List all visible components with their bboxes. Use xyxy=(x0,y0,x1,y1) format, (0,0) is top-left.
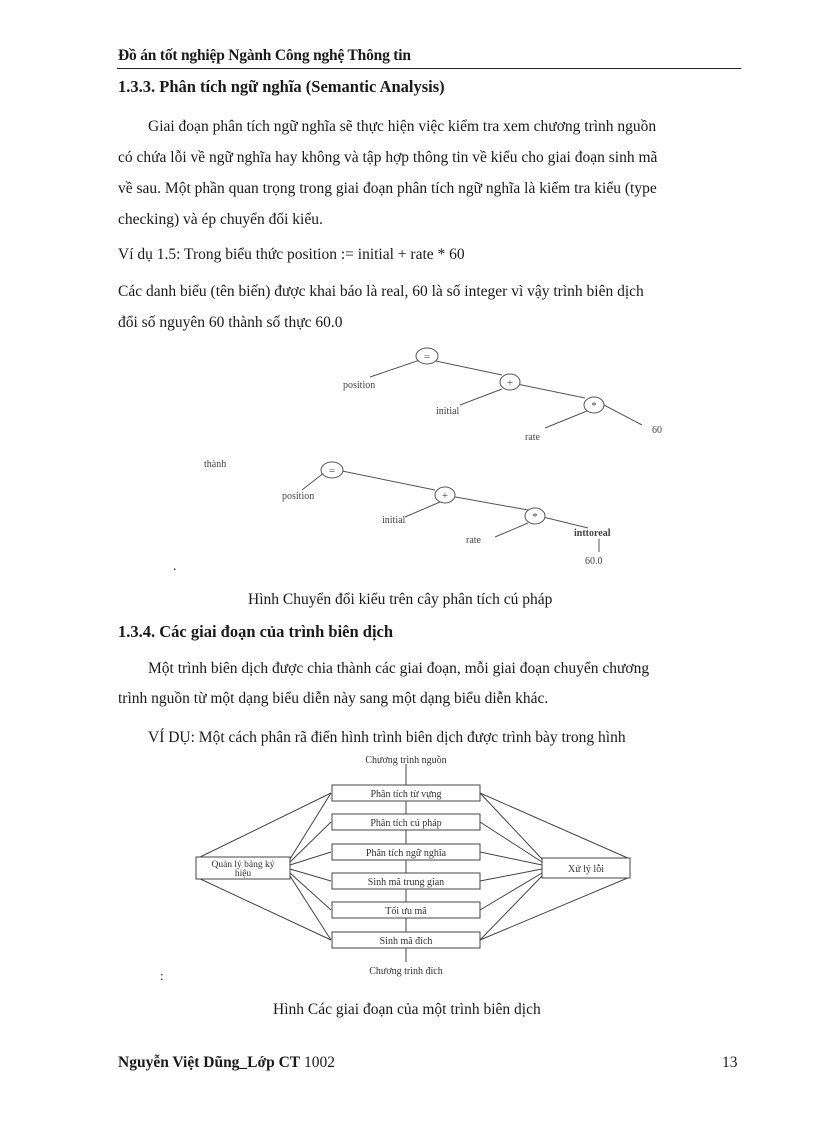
stage-label: Phân tích cú pháp xyxy=(370,818,442,829)
header-rule xyxy=(117,68,741,69)
paragraph-line: về sau. Một phần quan trọng trong giai đoạn phân tích ngữ nghĩa là kiểm tra kiểu (type xyxy=(118,180,657,197)
tree-node-label: + xyxy=(506,377,514,389)
paragraph-line: đổi số nguyên 60 thành số thực 60.0 xyxy=(118,314,343,331)
paragraph-line: Các danh biểu (tên biến) được khai báo là real, 60 là số integer vì vậy trình biên dịch xyxy=(118,283,644,300)
error-handler-label: Xử lý lỗi xyxy=(568,864,604,875)
tree-node-label: = xyxy=(423,351,431,363)
section-heading-semantic-analysis: 1.3.3. Phân tích ngữ nghĩa (Semantic Analysis) xyxy=(118,77,445,96)
example-text: VÍ DỤ: Một cách phân rã điển hình trình biên dịch được trình bày trong hình xyxy=(148,729,626,746)
tree-node-label: + xyxy=(441,490,449,502)
section-heading-compiler-phases: 1.3.4. Các giai đoạn của trình biên dịch xyxy=(118,622,394,641)
pipeline-source: Chương trình nguồn xyxy=(365,755,447,766)
tree-node-label: * xyxy=(591,400,597,412)
stray-colon: : xyxy=(160,968,164,983)
tree-leaf-rate: rate xyxy=(466,535,481,546)
figure-caption-type-conversion: Hình Chuyển đổi kiểu trên cây phân tích cú pháp xyxy=(248,591,553,608)
stage-label: Sinh mã đích xyxy=(379,936,433,947)
tree-leaf-initial: initial xyxy=(382,515,406,526)
symbol-table-label: Quản lý bảng ký xyxy=(211,860,275,870)
tree-node-label: * xyxy=(532,511,538,523)
stage-label: Phân tích ngữ nghĩa xyxy=(365,848,447,859)
stage-label: Tối ưu mã xyxy=(385,906,427,917)
tree-leaf-rate: rate xyxy=(525,432,540,443)
tree-leaf-position: position xyxy=(343,380,376,391)
stage-label: Phân tích từ vựng xyxy=(370,789,442,800)
paragraph-line: Giai đoạn phân tích ngữ nghĩa sẽ thực hiện việc kiểm tra xem chương trình nguồn xyxy=(148,118,657,135)
tree-leaf-sixty: 60 xyxy=(652,425,662,436)
syntax-tree-after xyxy=(302,462,599,552)
paragraph-line: có chứa lỗi về ngữ nghĩa hay không và tập hợp thông tin về kiểu cho giai đoạn sinh mã xyxy=(118,149,658,166)
label-thanh: thành xyxy=(204,459,227,470)
page-header: Đồ án tốt nghiệp Ngành Công nghệ Thông tin xyxy=(118,47,411,64)
tree-leaf-value: 60.0 xyxy=(585,556,603,567)
compiler-phases-diagram xyxy=(160,752,650,983)
tree-node-inttoreal: inttoreal xyxy=(574,528,611,539)
footer-author: Nguyễn Việt Dũng_Lớp CT xyxy=(118,1054,301,1071)
tree-leaf-initial: initial xyxy=(436,406,460,417)
symbol-table-label: hiệu xyxy=(234,869,252,879)
page-footer xyxy=(118,1054,335,1072)
example-text: Ví dụ 1.5: Trong biểu thức position := initial + rate * 60 xyxy=(118,246,465,263)
tree-leaf-position: position xyxy=(282,491,315,502)
paragraph-line: trình nguồn từ một dạng biểu diễn này sang một dạng biểu diễn khác. xyxy=(118,690,549,707)
footer-class-number: 1002 xyxy=(304,1054,336,1071)
stray-dot: . xyxy=(173,559,177,574)
figure-caption-compiler-phases: Hình Các giai đoạn của một trình biên dịch xyxy=(273,1001,541,1018)
tree-node-label: = xyxy=(328,465,336,477)
page-number: 13 xyxy=(722,1054,738,1071)
stage-label: Sinh mã trung gian xyxy=(367,877,445,888)
paragraph-line: checking) và ép chuyển đổi kiểu. xyxy=(118,211,323,228)
syntax-tree-figure xyxy=(173,340,670,575)
paragraph-line: Một trình biên dịch được chia thành các giai đoạn, mỗi giai đoạn chuyển chương xyxy=(148,660,650,677)
pipeline-target: Chương trình đích xyxy=(369,966,443,977)
